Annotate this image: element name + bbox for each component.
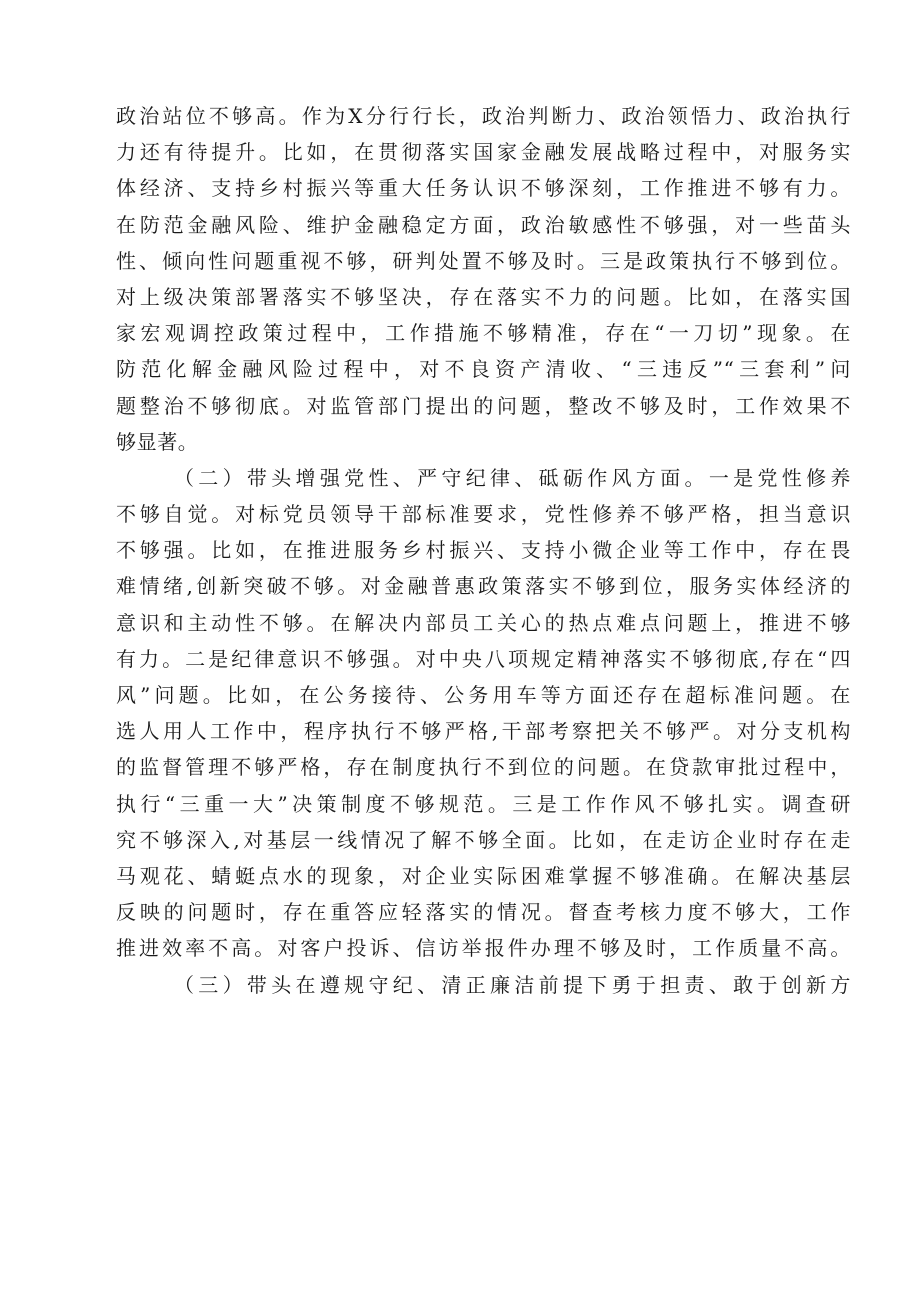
text-line: 性、倾向性问题重视不够，研判处置不够及时。三是政策执行不够到位。 [116, 248, 851, 273]
text-line: 的监督管理不够严格，存在制度执行不到位的问题。在贷款审批过程中， [116, 755, 851, 780]
text-line: 对上级决策部署落实不够坚决，存在落实不力的问题。比如，在落实国 [116, 284, 851, 309]
text-line: 究不够深入,对基层一线情况了解不够全面。比如，在走访企业时存在走 [116, 827, 851, 852]
text-line: 题整治不够彻底。对监管部门提出的问题，整改不够及时，工作效果不 [116, 393, 851, 418]
text-line: 有力。二是纪律意识不够强。对中央八项规定精神落实不够彻底,存在“四 [116, 646, 851, 671]
text-line: 体经济、支持乡村振兴等重大任务认识不够深刻，工作推进不够有力。 [116, 176, 851, 201]
text-line: 难情绪,创新突破不够。对金融普惠政策落实不够到位，服务实体经济的 [116, 574, 851, 599]
text-line: 不够强。比如，在推进服务乡村振兴、支持小微企业等工作中，存在畏 [116, 538, 851, 563]
text-line: 马观花、蜻蜓点水的现象，对企业实际困难掌握不够准确。在解决基层 [116, 863, 851, 888]
text-line: 不够自觉。对标党员领导干部标准要求，党性修养不够严格，担当意识 [116, 502, 851, 527]
text-line: 防范化解金融风险过程中，对不良资产清收、“三违反”“三套利”问 [116, 357, 851, 382]
section-heading-line: （二）带头增强党性、严守纪律、砥砺作风方面。一是党性修养 [174, 465, 851, 490]
text-line: 政治站位不够高。作为X分行行长，政治判断力、政治领悟力、政治执行 [116, 104, 851, 128]
text-line: 意识和主动性不够。在解决内部员工关心的热点难点问题上，推进不够 [116, 610, 851, 635]
text-line: 够显著。 [116, 429, 199, 454]
section-heading-line: （三）带头在遵规守纪、清正廉洁前提下勇于担责、敢于创新方 [174, 972, 851, 997]
text-line: 选人用人工作中，程序执行不够严格,干部考察把关不够严。对分支机构 [116, 719, 851, 744]
body-text [116, 98, 851, 1003]
text-line: 力还有待提升。比如，在贯彻落实国家金融发展战略过程中，对服务实 [116, 140, 851, 165]
text-line: 推进效率不高。对客户投诉、信访举报件办理不够及时，工作质量不高。 [116, 936, 851, 961]
text-line: 反映的问题时，存在重答应轻落实的情况。督查考核力度不够大，工作 [116, 900, 851, 925]
text-line: 家宏观调控政策过程中，工作措施不够精准，存在“一刀切”现象。在 [116, 321, 851, 346]
text-line: 在防范金融风险、维护金融稳定方面，政治敏感性不够强，对一些苗头 [116, 212, 851, 237]
text-line: 风”问题。比如，在公务接待、公务用车等方面还存在超标准问题。在 [116, 683, 851, 707]
text-line: 执行“三重一大”决策制度不够规范。三是工作作风不够扎实。调查研 [116, 791, 851, 816]
